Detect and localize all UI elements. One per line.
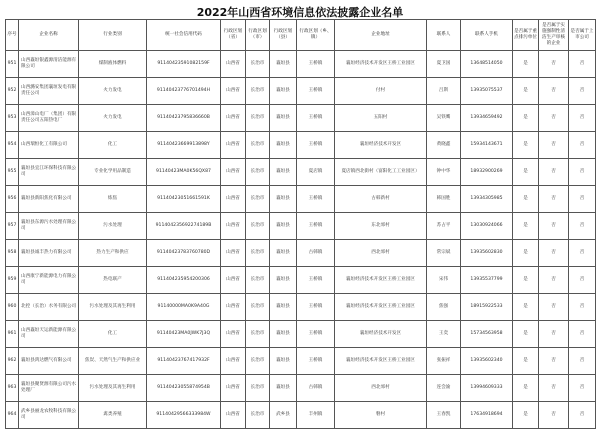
table-cell: 王春凯	[427, 402, 461, 429]
table-cell: 否	[539, 267, 569, 294]
table-cell: 否	[569, 402, 596, 429]
table-cell: 954	[6, 132, 19, 159]
table-cell: 否	[569, 132, 596, 159]
table-cell: 是	[513, 375, 539, 402]
table-cell: 连会渝	[427, 375, 461, 402]
table-cell: 952	[6, 78, 19, 105]
table-cell: 煤制液体燃料	[79, 51, 147, 78]
table-row	[6, 321, 596, 348]
table-row	[6, 213, 596, 240]
table-cell: 长治市	[246, 78, 270, 105]
table-cell: 13994609333	[461, 375, 513, 402]
table-cell: 13030924066	[461, 213, 513, 240]
table-cell: 热力生产和供应	[79, 240, 147, 267]
table-row	[6, 78, 596, 105]
table-cell: 长治市	[246, 348, 270, 375]
table-cell: 山西省	[221, 78, 246, 105]
table-cell: 武乡县	[270, 402, 297, 429]
table-row	[6, 294, 596, 321]
table-cell: 污水处理及其再生利用	[79, 294, 147, 321]
table-cell: 山西省	[221, 213, 246, 240]
enterprise-table	[5, 19, 596, 429]
table-cell: 长治市	[246, 105, 270, 132]
table-cell: 东北郊村	[335, 213, 427, 240]
table-cell: 山西省	[221, 240, 246, 267]
table-cell: 山西省	[221, 375, 246, 402]
table-cell: 磐村	[335, 402, 427, 429]
table-cell: 否	[539, 375, 569, 402]
table-cell: 964	[6, 402, 19, 429]
table-cell: 付村	[335, 78, 427, 105]
table-cell: 山西省	[221, 267, 246, 294]
table-cell: 古韩新村	[335, 186, 427, 213]
table-cell: 长治市	[246, 186, 270, 213]
table-cell: 13934659492	[461, 105, 513, 132]
table-cell: 王桥镇	[297, 132, 335, 159]
table-cell: 15734563958	[461, 321, 513, 348]
table-cell: 17634918694	[461, 402, 513, 429]
table-cell: 长治市	[246, 375, 270, 402]
table-cell: 襄垣县聚贤源有限公司污水处理厂	[19, 375, 79, 402]
table-cell: 襄垣县东源污水处理有限公司	[19, 213, 79, 240]
table-cell: 911404235692274189B	[147, 213, 221, 240]
table-cell: 污水处理及其再生利用	[79, 375, 147, 402]
table-row	[6, 375, 596, 402]
column-header: 行政区划（市）	[246, 20, 270, 51]
table-cell: 襄垣县	[270, 375, 297, 402]
table-cell: 18915922533	[461, 294, 513, 321]
table-cell: 否	[569, 294, 596, 321]
column-header: 行业类别	[79, 20, 147, 51]
table-cell: 否	[539, 348, 569, 375]
table-cell: 960	[6, 294, 19, 321]
table-cell: 否	[569, 51, 596, 78]
table-cell: 襄垣县	[270, 240, 297, 267]
table-cell: 否	[539, 132, 569, 159]
table-cell: 否	[569, 186, 596, 213]
table-cell: 是	[513, 294, 539, 321]
document-title: 2022年山西省环境信息依法披露企业名单	[196, 6, 404, 19]
table-cell: 13648514050	[461, 51, 513, 78]
table-cell: 襄垣县	[270, 267, 297, 294]
table-cell: 焦强	[427, 294, 461, 321]
table-cell: 91140423767417932F	[147, 348, 221, 375]
table-cell: 丰州镇	[297, 402, 335, 429]
table-cell: 959	[6, 267, 19, 294]
table-cell: 957	[6, 213, 19, 240]
table-cell: 长治市	[246, 240, 270, 267]
table-cell: 911404235954200306	[147, 267, 221, 294]
column-header: 联系人手机	[461, 20, 513, 51]
table-cell: 15934143671	[461, 132, 513, 159]
table-cell: 襄垣经济技术开发区王桥工业园区	[335, 348, 427, 375]
table-cell: 王桥镇	[297, 267, 335, 294]
table-cell: 热电联产	[79, 267, 147, 294]
table-cell: 否	[569, 321, 596, 348]
table-cell: 王桥镇	[297, 105, 335, 132]
table-cell: 黄晓鑫	[427, 132, 461, 159]
table-cell: 长治市	[246, 51, 270, 78]
column-header: 联系人	[427, 20, 461, 51]
table-cell: 否	[539, 213, 569, 240]
table-cell: 是	[513, 105, 539, 132]
table-cell: 是	[513, 132, 539, 159]
table-cell: 山西康宁新能源电力有限公司	[19, 267, 79, 294]
table-cell: 否	[569, 159, 596, 186]
table-cell: 山西省	[221, 105, 246, 132]
table-cell: 常宗斌	[427, 240, 461, 267]
table-cell: 13935537799	[461, 267, 513, 294]
table-cell: 13935602340	[461, 348, 513, 375]
table-cell: 963	[6, 375, 19, 402]
table-cell: 否	[569, 105, 596, 132]
column-header: 是否属于重点排污单位	[513, 20, 539, 51]
table-row	[6, 132, 596, 159]
table-cell: 襄垣县	[270, 51, 297, 78]
table-row	[6, 402, 596, 429]
table-cell: 吕斯	[427, 78, 461, 105]
table-cell: 襄垣县宜江环保科技有限公司	[19, 159, 79, 186]
table-cell: 西北郊村	[335, 240, 427, 267]
table-cell: 襄垣县	[270, 348, 297, 375]
table-cell: 山西省	[221, 132, 246, 159]
table-cell: 是	[513, 213, 539, 240]
table-cell: 襄垣经济技术开发区	[335, 132, 427, 159]
table-cell: 山西省	[221, 51, 246, 78]
table-cell: 951	[6, 51, 19, 78]
table-cell: 王桥镇	[297, 51, 335, 78]
table-cell: 襄垣县新阳焦化有限公司	[19, 186, 79, 213]
table-cell: 13935075537	[461, 78, 513, 105]
table-cell: 是	[513, 348, 539, 375]
table-cell: 13934305985	[461, 186, 513, 213]
table-cell: 91140423MA0K56QX87	[147, 159, 221, 186]
table-cell: 化工	[79, 321, 147, 348]
column-header: 行政区划（乡、镇）	[297, 20, 335, 51]
table-cell: 91140423MA0JWK7J3Q	[147, 321, 221, 348]
table-cell: 长治市	[246, 294, 270, 321]
table-cell: 是	[513, 240, 539, 267]
table-header-row	[6, 20, 596, 51]
table-cell: 否	[539, 402, 569, 429]
table-cell: 山西襄垣天运新能源有限公司	[19, 321, 79, 348]
table-cell: 张振祥	[427, 348, 461, 375]
table-cell: 韩国胜	[427, 186, 461, 213]
table-cell: 长治市	[246, 402, 270, 429]
table-cell: 王桥镇	[297, 294, 335, 321]
table-cell: 否	[539, 78, 569, 105]
table-cell: 长治市	[246, 267, 270, 294]
table-cell: 958	[6, 240, 19, 267]
table-cell: 山西省	[221, 186, 246, 213]
table-cell: 否	[569, 348, 596, 375]
table-row	[6, 51, 596, 78]
table-cell: 火力发电	[79, 78, 147, 105]
table-cell: 焦炭、天然气生产和供应业	[79, 348, 147, 375]
table-cell: 91140000MA0K9A40G	[147, 294, 221, 321]
table-cell: 山西襄垣银鑫源清洁能源有限公司	[19, 51, 79, 78]
table-cell: 否	[539, 321, 569, 348]
table-cell: 襄垣县鸿达燃气有限公司	[19, 348, 79, 375]
column-header: 行政区划（省）	[221, 20, 246, 51]
table-body	[6, 51, 596, 429]
table-cell: 953	[6, 105, 19, 132]
table-cell: 是	[513, 267, 539, 294]
table-cell: 否	[569, 78, 596, 105]
table-cell: 否	[539, 294, 569, 321]
table-cell: 否	[539, 240, 569, 267]
table-cell: 长治市	[246, 213, 270, 240]
table-cell: 襄垣县	[270, 213, 297, 240]
table-cell: 否	[539, 186, 569, 213]
table-cell: 吴铁鹰	[427, 105, 461, 132]
table-cell: 13935602830	[461, 240, 513, 267]
table-cell: 襄垣县	[270, 321, 297, 348]
column-header: 行政区划（县）	[270, 20, 297, 51]
table-cell: 夏卫国	[427, 51, 461, 78]
table-cell: 91140423591082159F	[147, 51, 221, 78]
table-cell: 长治市	[246, 321, 270, 348]
table-cell: 长治市	[246, 159, 270, 186]
table-cell: 武乡县丽龙农牧科技有限公司	[19, 402, 79, 429]
table-cell: 否	[569, 375, 596, 402]
table-cell: 王桥镇	[297, 186, 335, 213]
table-cell: 王桥镇	[297, 321, 335, 348]
table-cell: 否	[539, 159, 569, 186]
table-cell: 91140423669913898Y	[147, 132, 221, 159]
table-cell: 是	[513, 159, 539, 186]
table-cell: 是	[513, 321, 539, 348]
table-row	[6, 348, 596, 375]
table-cell: 山西漳山电厂（集团）有限责任公司五阳热电厂	[19, 105, 79, 132]
table-cell: 炼焦	[79, 186, 147, 213]
table-row	[6, 267, 596, 294]
table-cell: 否	[569, 267, 596, 294]
table-cell: 专业化学用品制造	[79, 159, 147, 186]
table-cell: 西北郊村	[335, 375, 427, 402]
table-cell: 襄垣经济技术开发区王桥工业园区	[335, 267, 427, 294]
table-cell: 王桥镇	[297, 78, 335, 105]
table-row	[6, 105, 596, 132]
column-header: 序号	[6, 20, 19, 51]
table-cell: 955	[6, 159, 19, 186]
table-cell: 污水处理	[79, 213, 147, 240]
table-cell: 襄垣县诚丰热力有限公司	[19, 240, 79, 267]
table-cell: 襄垣县	[270, 105, 297, 132]
table-cell: 91140423776701494H	[147, 78, 221, 105]
table-cell: 王桥镇	[297, 213, 335, 240]
table-cell: 山西瑞恒化工有限公司	[19, 132, 79, 159]
table-cell: 山西省	[221, 348, 246, 375]
table-cell: 北控（长治）水务有限公司	[19, 294, 79, 321]
table-cell: 是	[513, 186, 539, 213]
table-cell: 山西省	[221, 294, 246, 321]
table-cell: 古韩镇	[297, 375, 335, 402]
table-cell: 钟中华	[427, 159, 461, 186]
table-cell: 是	[513, 402, 539, 429]
table-row	[6, 240, 596, 267]
table-cell: 91140423051661591K	[147, 186, 221, 213]
table-cell: 五阳村	[335, 105, 427, 132]
table-cell: 禽类养殖	[79, 402, 147, 429]
table-cell: 91140429566333984W	[147, 402, 221, 429]
table-cell: 襄垣县	[270, 294, 297, 321]
table-cell: 夏店镇西北街村（富阳化工工业园区）	[335, 159, 427, 186]
table-cell: 961	[6, 321, 19, 348]
table-cell: 宋伟	[427, 267, 461, 294]
table-cell: 夏店镇	[297, 159, 335, 186]
table-cell: 山西省	[221, 402, 246, 429]
column-header: 是否属于实施强制性清洁生产审核的企业	[539, 20, 569, 51]
table-cell: 91140423055874954B	[147, 375, 221, 402]
table-cell: 否	[569, 240, 596, 267]
column-header: 企业地址	[335, 20, 427, 51]
table-row	[6, 159, 596, 186]
table-cell: 王奕	[427, 321, 461, 348]
table-cell: 火力发电	[79, 105, 147, 132]
table-cell: 古韩镇	[297, 240, 335, 267]
table-cell: 襄垣经济技术开发区王桥工业园区	[335, 51, 427, 78]
table-cell: 956	[6, 186, 19, 213]
column-header: 统一社会信用代码	[147, 20, 221, 51]
table-cell: 山西省	[221, 321, 246, 348]
table-cell: 襄垣县	[270, 186, 297, 213]
table-cell: 18932900269	[461, 159, 513, 186]
table-cell: 襄垣经济技术开发区王桥工业园区	[335, 294, 427, 321]
table-cell: 襄垣县	[270, 132, 297, 159]
table-cell: 山西省	[221, 159, 246, 186]
table-cell: 91140423783760780D	[147, 240, 221, 267]
table-cell: 962	[6, 348, 19, 375]
column-header: 企业名称	[19, 20, 79, 51]
table-cell: 否	[569, 213, 596, 240]
column-header: 是否属于上市公司	[569, 20, 596, 51]
table-cell: 山西潞安集团襄垣发电有限责任公司	[19, 78, 79, 105]
table-cell: 化工	[79, 132, 147, 159]
table-cell: 王桥镇	[297, 348, 335, 375]
table-cell: 苏占平	[427, 213, 461, 240]
table-cell: 是	[513, 51, 539, 78]
table-cell: 襄垣县	[270, 78, 297, 105]
table-cell: 长治市	[246, 132, 270, 159]
table-cell: 91140423795836660B	[147, 105, 221, 132]
table-cell: 襄垣县	[270, 159, 297, 186]
table-cell: 否	[539, 105, 569, 132]
table-cell: 是	[513, 78, 539, 105]
table-cell: 襄垣经济技术开发区	[335, 321, 427, 348]
table-row	[6, 186, 596, 213]
table-cell: 否	[539, 51, 569, 78]
